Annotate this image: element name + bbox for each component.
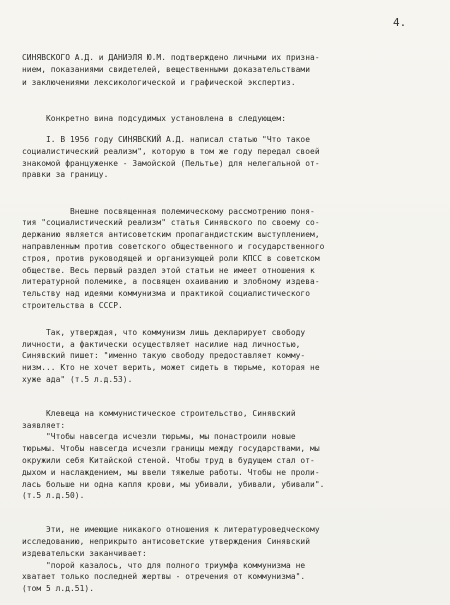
point-one-paragraph-line: социалистический реализм", которую в том же году передал своей [22,147,320,156]
conclusion-paragraph-line: (том 5 л.д.51). [22,584,95,593]
article-description-paragraph-line: литературной полемике, а посвящен охаиванию и злобному издева- [22,277,320,286]
prisons-quote-paragraph-line: дыхом и наслаждением, мы ввели тяжелые работы. Чтобы не проли- [22,468,320,477]
freedom-quote-paragraph-line: низм... Кто не хочет верить, может сидеть в тюрьме, которая не [22,363,320,372]
article-description-paragraph-line: тельству над идеями коммунизма и практикой социалистического [22,289,311,298]
lead-paragraph-line: Конкретно вина подсудимых установлена в следующем: [22,114,287,123]
prisons-quote-paragraph-line: заявляет: [22,421,66,430]
prisons-quote-paragraph-line: лась больше ни одна капля крови, мы убивали, убивали, убивали". [22,480,325,489]
freedom-quote-paragraph-line: Так, утверждая, что коммунизм лишь декларирует свободу [22,328,306,337]
prisons-quote-paragraph-line: (т.5 л.д.50). [22,491,85,500]
point-one-paragraph-line: знакомой француженке - Замойской (Пельтье) для нелегальной от- [22,159,320,168]
conclusion-paragraph-line: исследованию, неприкрыто антисоветские утверждения Синявский [22,537,311,546]
freedom-quote-paragraph-line: Синявский пишет: "именно такую свободу предоставляет комму- [22,351,306,360]
prisons-quote-paragraph-line: тюрьмы. Чтобы навсегда исчезли границы между государствами, мы [22,444,320,453]
conclusion-paragraph-line: издевательски заканчивает: [22,549,147,558]
point-one-paragraph-line: правки за границу. [22,170,109,179]
article-description-paragraph-line: обществе. Весь первый раздел этой статьи не имеет отношения к [22,266,315,275]
intro-paragraph-line: и заключениями лексикологической и графической экспертиз. [22,78,296,87]
article-description-paragraph-line: строительства в СССР. [22,301,123,310]
article-description-paragraph-line: строя, против руководящей и организующей роли КПСС в советском [22,254,320,263]
article-description-paragraph-line: тия "социалистический реализм" статья Синявского по своему со- [22,218,320,227]
prisons-quote-paragraph-line: Клевеща на коммунистическое строительство, Синявский [22,409,296,418]
conclusion-paragraph-line: "порой казалось, что для полного триумфа коммунизма не [22,561,306,570]
article-description-paragraph-line: Внешне посвященная полемическому рассмотрению поня- [22,207,315,216]
article-description-paragraph-line: направленным против советского общественного и государственного [22,242,325,251]
conclusion-paragraph-line: хватает только последней жертвы - отречения от коммунизма". [22,572,306,581]
prisons-quote-paragraph-line: окружили себя Китайской стеной. Чтобы труд в будущем стал от- [22,456,315,465]
freedom-quote-paragraph-line: хуже ада" (т.5 л.д.53). [22,375,133,384]
article-description-paragraph-line: держанию является антисоветским пропагандистским выступлением, [22,230,320,239]
point-one-paragraph-line: I. В 1956 году СИНЯВСКИЙ А.Д. написал статью "Что такое [22,135,311,144]
prisons-quote-paragraph-line: "Чтобы навсегда исчезли тюрьмы, мы понастроили новые [22,432,296,441]
intro-paragraph-line: нием, показаниями свидетелей, вещественными доказательствами [22,65,311,74]
freedom-quote-paragraph-line: личности, а фактически осуществляет насилие над личностью, [22,340,301,349]
page-number: 4. [393,16,407,29]
intro-paragraph-line: СИНЯВСКОГО А.Д. и ДАНИЭЛЯ Ю.М. подтверждено личными их призна- [22,53,320,62]
conclusion-paragraph-line: Эти, не имеющие никакого отношения к литературоведческому [22,525,320,534]
